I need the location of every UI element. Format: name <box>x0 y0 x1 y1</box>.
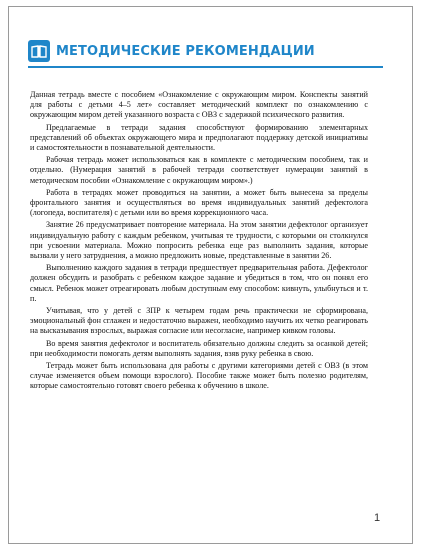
paragraph: Тетрадь может быть использована для работы с другими категориями детей с ОВЗ (в этом случае изменяется объем помощи взрослого). Пособие также может быть полезно родителям, которые самостоятельно готовят своего ребенка к обучению в школе. <box>30 361 368 391</box>
section-header <box>28 38 383 64</box>
paragraph: Во время занятия дефектолог и воспитатель обязательно должны следить за осанкой детей; при необходимости помогать детям выполнять задания, взяв руку ребенка в свою. <box>30 338 368 358</box>
paragraph: Рабочая тетрадь может использоваться как в комплекте с методическим пособием, так и отдельно. (Нумерация занятий в рабочей тетради соответствует нумерации занятий в методическом пособии «Ознакомление с окружающим миром».) <box>30 155 368 185</box>
body-text <box>30 90 368 394</box>
paragraph: Выполнению каждого задания в тетради предшествует предварительная работа. Дефектолог должен обсудить и разобрать с ребенком каждое задание и убедиться в том, что он понял его смысл. Ребенок может отреагировать любым доступным ему способом: кивнуть, улыбнуться и т. п. <box>30 263 368 303</box>
page-title: МЕТОДИЧЕСКИЕ РЕКОМЕНДАЦИИ <box>56 43 315 59</box>
paragraph: Занятие 26 предусматривает повторение материала. На этом занятии дефектолог организует индивидуальную работу с каждым ребенком, учитывая те трудности, с которыми он столкнулся при усвоении материала. Можно попросить ребенка еще раз выполнить задания, которые вызвали у него затруднения, а можно предложить новые, представленные в занятии 26. <box>30 220 368 261</box>
paragraph: Предлагаемые в тетради задания способствуют формированию элементарных представлений об объектах окружающего мира и предполагают поддержку детской инициативы и самостоятельности в познавательной деятельности. <box>30 122 368 153</box>
page-number: 1 <box>374 512 381 524</box>
paragraph: Данная тетрадь вместе с пособием «Ознакомление с окружающим миром. Конспекты занятий для работы с детьми 4–5 лет» составляет методический комплект по ознакомлению с окружающим миром детей указанного возраста с ОВЗ с задержкой психического развития. <box>30 90 368 120</box>
paragraph: Учитывая, что у детей с ЗПР к четырем годам речь практически не сформирована, эмоциональный фон сглажен и недостаточно выражен, необходимо научить их четко реагировать на высказывания взрослых, выражая согласие или несогласие, например кивком головы. <box>30 306 368 336</box>
header-divider <box>28 66 383 68</box>
open-book-icon <box>28 40 50 62</box>
paragraph: Работа в тетрадях может проводиться на занятии, а может быть вынесена за пределы фронтального занятия и осуществляться во время индивидуальных занятий дефектолога (логопеда, воспитателя) с детьми или во время коррекционного часа. <box>30 187 368 218</box>
